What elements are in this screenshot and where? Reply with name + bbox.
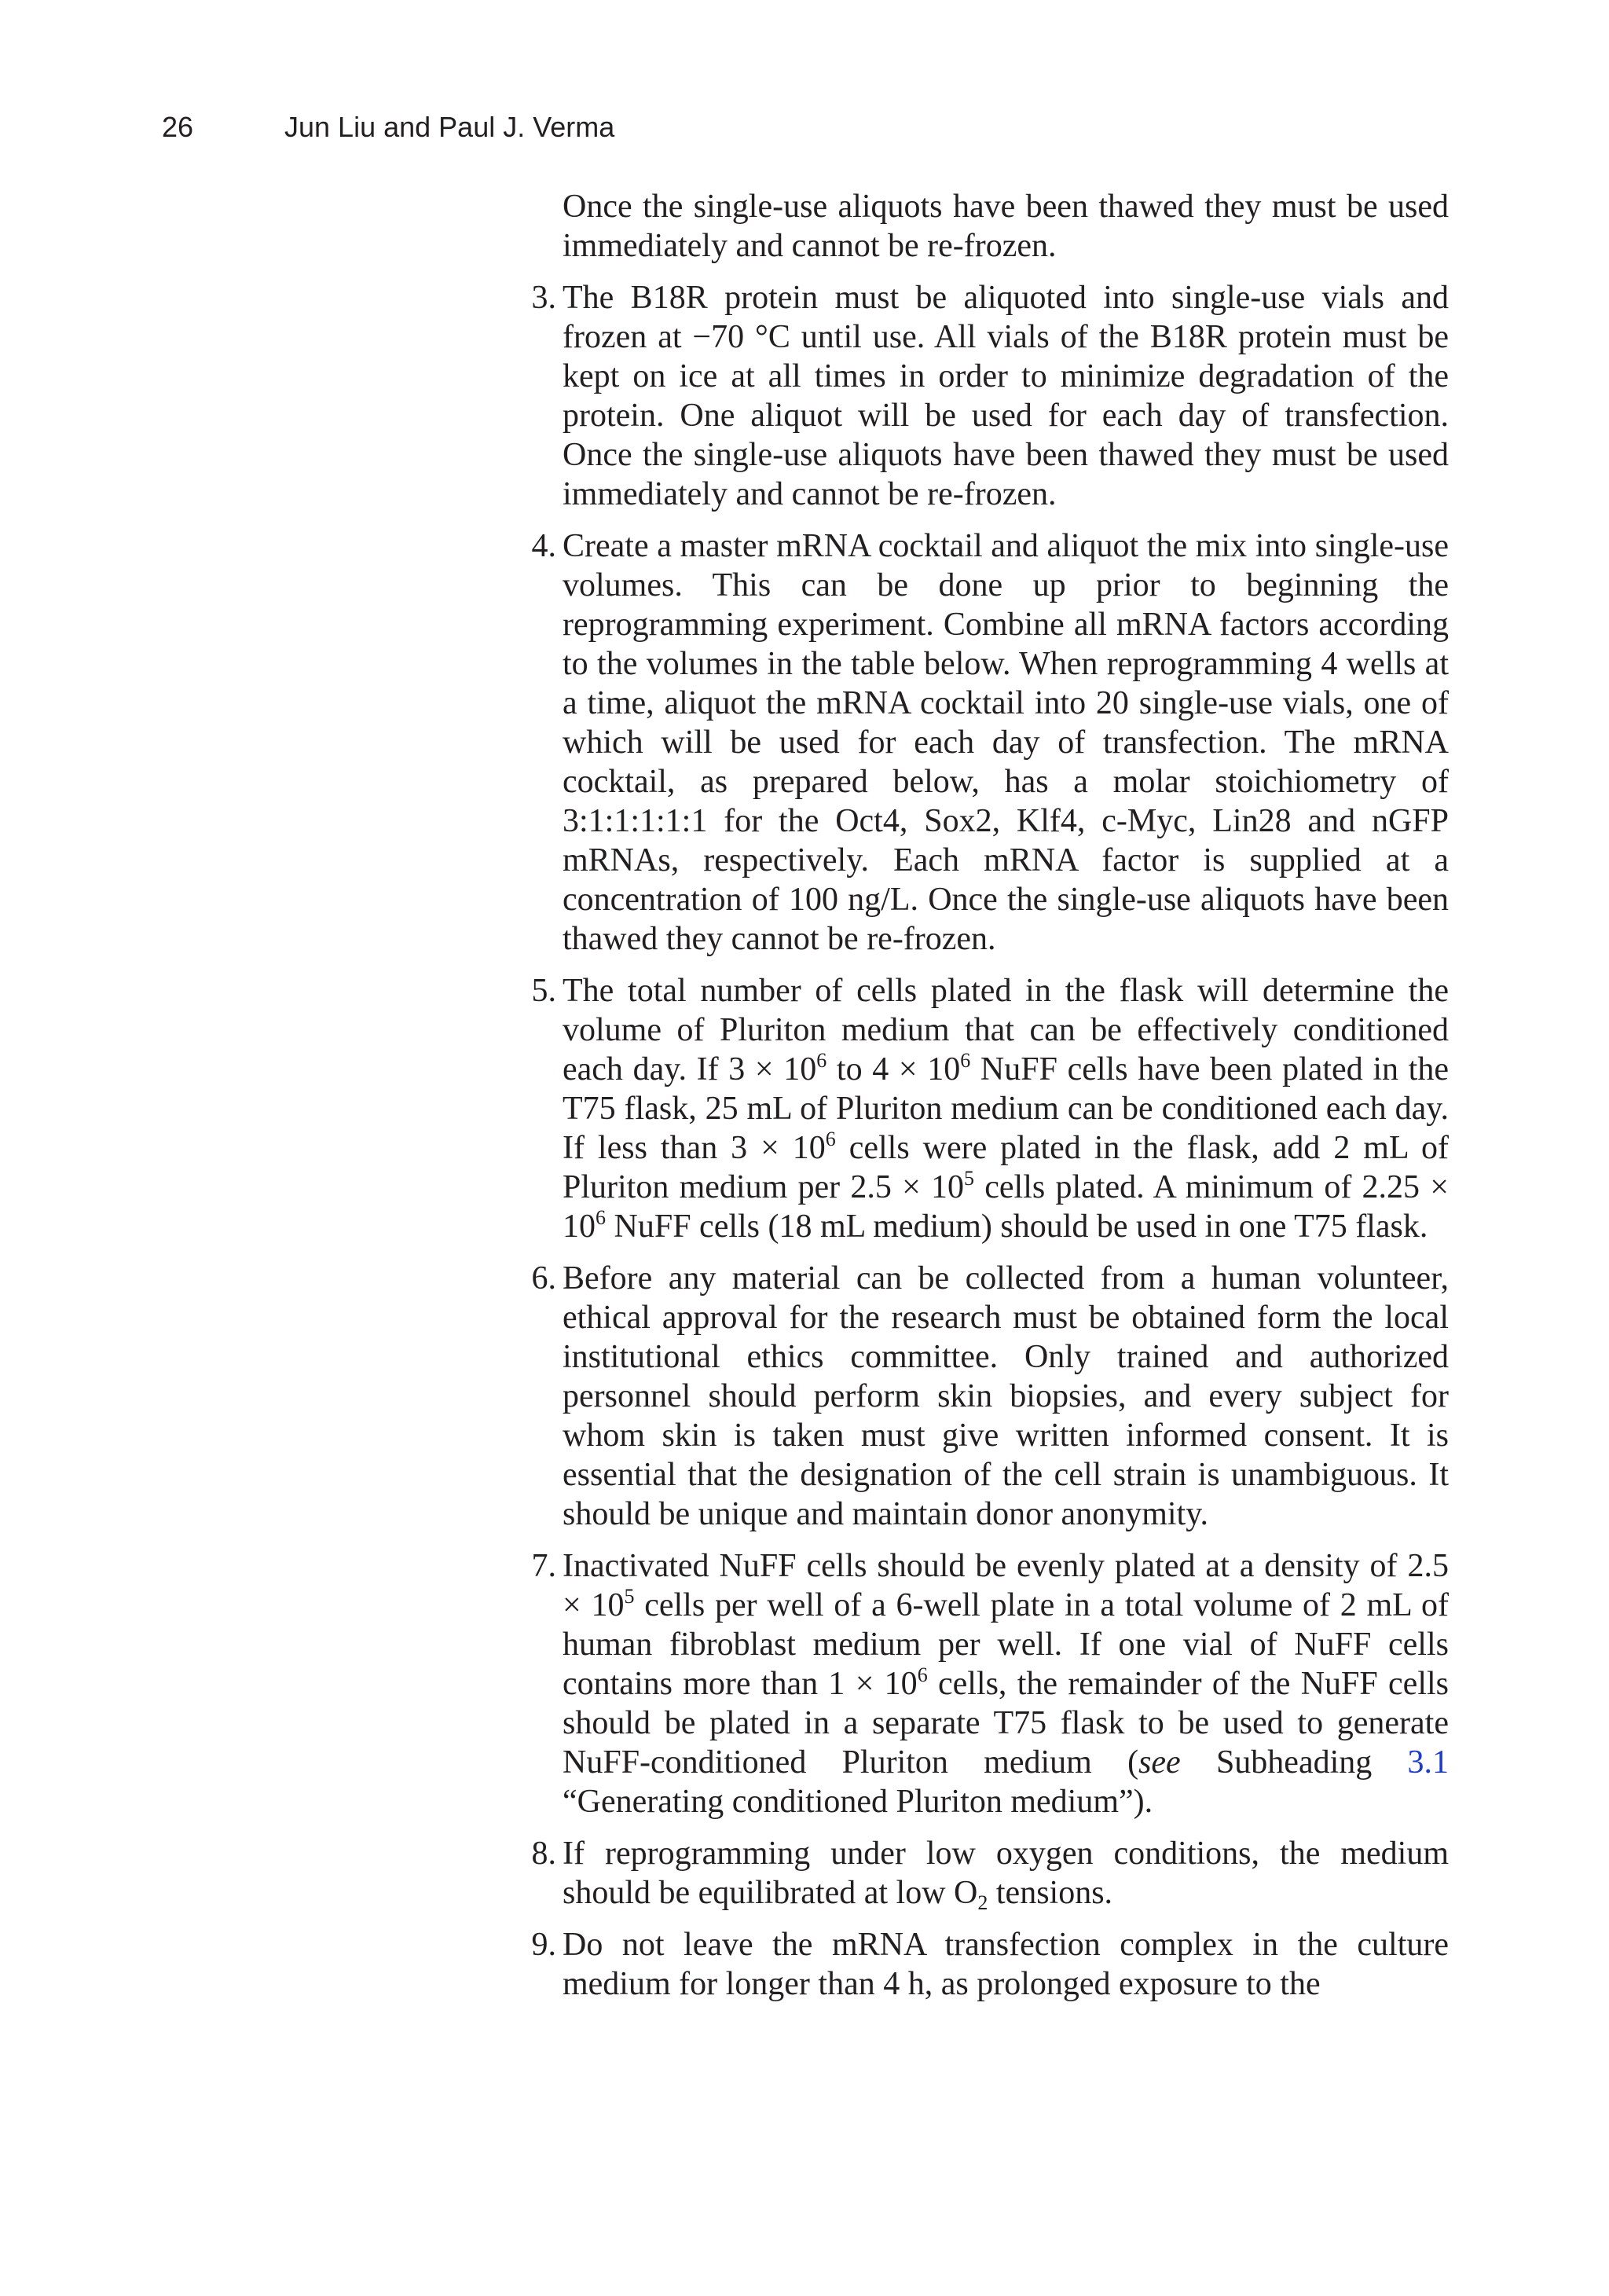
running-header [162, 110, 614, 145]
see-italic: see [1138, 1744, 1181, 1781]
note-text: Do not leave the mRNA transfection complex in the culture medium for longer than 4 h, as prolonged exposure to the [563, 1927, 1449, 2002]
note-9 [515, 1925, 1449, 2004]
note-text: Inactivated NuFF cells should be evenly plated at a density of 2.5 × 10 [563, 1548, 1449, 1623]
note-text: Before any material can be collected from a human volunteer, ethical approval for the research must be obtained form the local institutional ethics committee. Only trained and authorized personnel should perform skin biopsies, and every subject for whom skin is taken must give written informed consent. It is essential that the designation of the cell strain is unambiguous. It should be unique and maintain donor anonymity. [563, 1260, 1449, 1532]
note-8 [515, 1834, 1449, 1913]
note-4 [515, 526, 1449, 959]
continued-paragraph: Once the single-use aliquots have been thawed they must be used immediately and cannot be re-frozen. [563, 189, 1449, 264]
running-header-authors: Jun Liu and Paul J. Verma [284, 111, 615, 143]
note-text: cells plated. A minimum of 2.25 × 10 [563, 1169, 1449, 1245]
note-number: 3. [531, 280, 556, 316]
note-number: 6. [531, 1260, 556, 1297]
note-text: tensions. [988, 1875, 1113, 1911]
notes-body [515, 187, 1449, 2016]
note-text: cells per well of a 6-well plate in a total volume of 2 mL of human fibroblast medium per well. If one vial of NuFF cells contains more than 1 × 10 [563, 1587, 1449, 1702]
note-text: “Generating conditioned Pluriton medium”). [563, 1784, 1153, 1820]
exponent: 6 [825, 1128, 836, 1150]
note-text: Create a master mRNA cocktail and aliquot the mix into single-use volumes. This can be done up prior to beginning the reprogramming experiment. Combine all mRNA factors according to the volumes in the table below. When reprogramming 4 wells at a time, aliquot the mRNA cocktail into 20 single-use vials, one of which will be used for each day of transfection. The mRNA cocktail, as prepared below, has a molar stoichiometry of 3:1:1:1:1:1 for the Oct4, Sox2, Klf4, c-Myc, Lin28 and nGFP mRNAs, respectively. Each mRNA factor is supplied at a concentration of 100 ng/L. Once the single-use aliquots have been thawed they cannot be re-frozen. [563, 528, 1449, 957]
note-text: The total number of cells plated in the flask will determine the volume of Pluriton medium that can be effectively conditioned each day. If 3 × 10 [563, 973, 1449, 1087]
note-number: 9. [531, 1927, 556, 1963]
subheading-link[interactable]: 3.1 [1407, 1744, 1450, 1781]
note-number: 8. [531, 1836, 556, 1872]
note-text: The B18R protein must be aliquoted into single-use vials and frozen at −70 °C until use. All vials of the B18R protein must be kept on ice at all times in order to minimize degradation of the protein. One aliquot will be used for each day of transfection. Once the single-use aliquots have been thawed they must be used immediately and cannot be re-frozen. [563, 280, 1449, 512]
exponent: 6 [816, 1049, 827, 1072]
note-6 [515, 1259, 1449, 1534]
note-text: to 4 × 10 [826, 1051, 961, 1087]
exponent: 6 [960, 1049, 971, 1072]
note-number: 4. [531, 528, 556, 564]
exponent: 5 [964, 1167, 975, 1190]
note-text: cells were plated in the flask, add 2 mL of Pluriton medium per 2.5 × 10 [563, 1130, 1449, 1205]
page-number: 26 [162, 111, 194, 143]
note-3 [515, 278, 1449, 514]
note-7 [515, 1546, 1449, 1821]
note-text: Subheading [1180, 1744, 1408, 1781]
exponent: 6 [596, 1206, 606, 1229]
subscript: 2 [977, 1891, 988, 1914]
note-5 [515, 971, 1449, 1246]
exponent: 6 [917, 1663, 928, 1686]
note-number: 7. [531, 1548, 556, 1584]
note-text: NuFF cells (18 mL medium) should be used in one T75 flask. [606, 1209, 1428, 1245]
note-text: NuFF cells have been plated in the T75 flask, 25 mL of Pluriton medium can be conditioned each day. If less than 3 × 10 [563, 1051, 1449, 1166]
exponent: 5 [624, 1585, 635, 1608]
note-number: 5. [531, 973, 556, 1009]
note-text: cells, the remainder of the NuFF cells should be plated in a separate T75 flask to be used to generate NuFF-conditioned Pluriton medium ( [563, 1666, 1449, 1781]
note-text: If reprogramming under low oxygen conditions, the medium should be equilibrated at low O [563, 1836, 1449, 1911]
